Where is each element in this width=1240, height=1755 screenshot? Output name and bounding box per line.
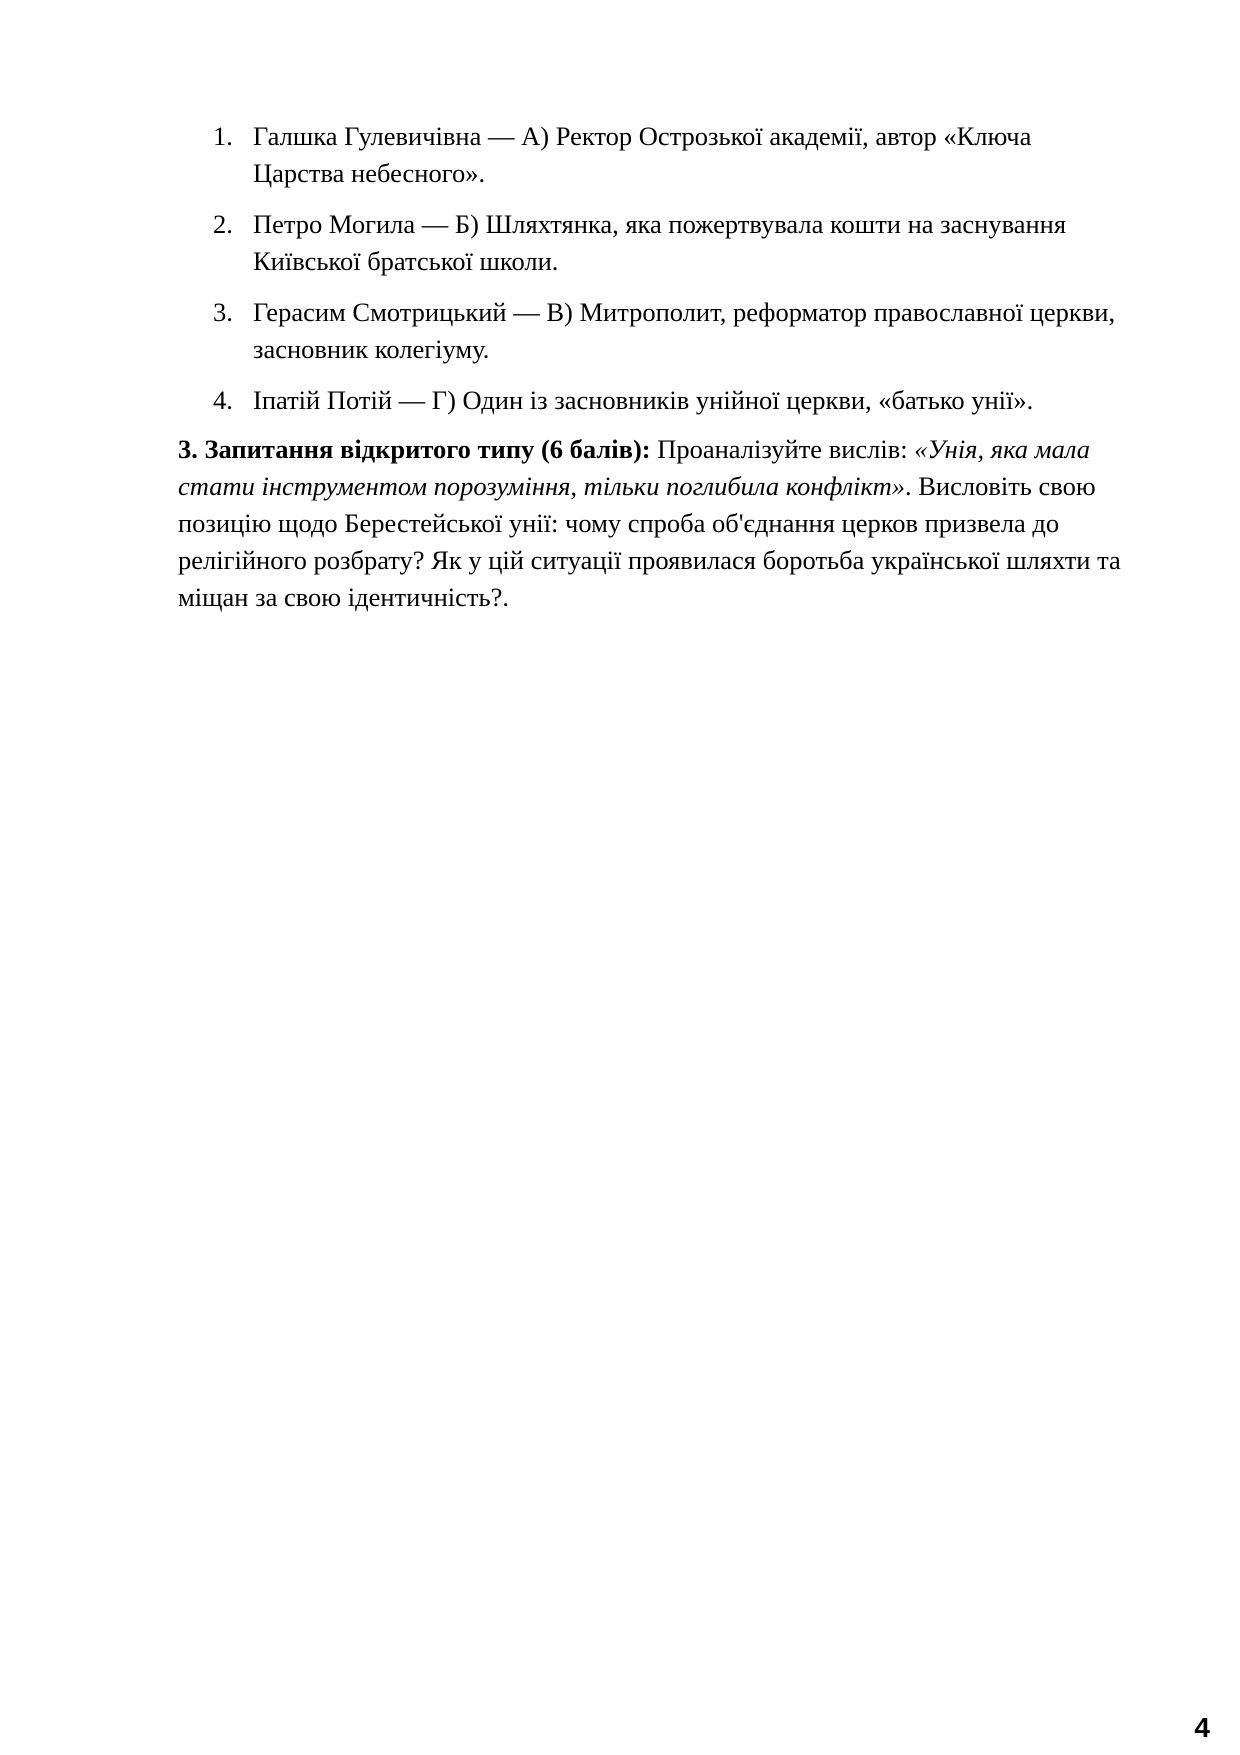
list-item-number: 4. bbox=[213, 385, 233, 415]
open-question-paragraph bbox=[178, 431, 1128, 616]
question-heading: 3. Запитання відкритого типу (6 балів): bbox=[178, 434, 651, 464]
list-item-text: Іпатій Потій — Г) Один із засновників унійної церкви, «батько унії». bbox=[253, 385, 1034, 415]
matching-list bbox=[178, 118, 1128, 419]
list-item-number: 2. bbox=[213, 209, 233, 239]
list-item-number: 3. bbox=[213, 297, 233, 327]
list-item-number: 1. bbox=[213, 121, 233, 151]
list-item bbox=[178, 294, 1128, 368]
page-number: 4 bbox=[1194, 1712, 1210, 1743]
list-item-text: Петро Могила — Б) Шляхтянка, яка пожертвувала кошти на заснування Київської братської школи. bbox=[253, 209, 1067, 276]
list-item bbox=[178, 118, 1128, 192]
question-quote: «Унія, яка мала стати інструментом порозуміння, тільки поглибила конфлікт» bbox=[178, 434, 1090, 501]
document-page bbox=[178, 118, 1128, 643]
list-item-text: Галшка Гулевичівна — А) Ректор Острозької академії, автор «Ключа Царства небесного». bbox=[253, 121, 1032, 188]
list-item-text: Герасим Смотрицький — В) Митрополит, реформатор православної церкви, засновник колегіуму. bbox=[253, 297, 1116, 364]
question-body: . Висловіть свою позицію щодо Берестейської унії: чому спроба об'єднання церков призвела до релігійного розбрату? Як у цій ситуації проявилася боротьба української шляхти та міщан за свою ідентичність?. bbox=[178, 471, 1121, 612]
list-item bbox=[178, 382, 1128, 419]
question-intro: Проаналізуйте вислів: bbox=[650, 434, 915, 464]
list-item bbox=[178, 206, 1128, 280]
